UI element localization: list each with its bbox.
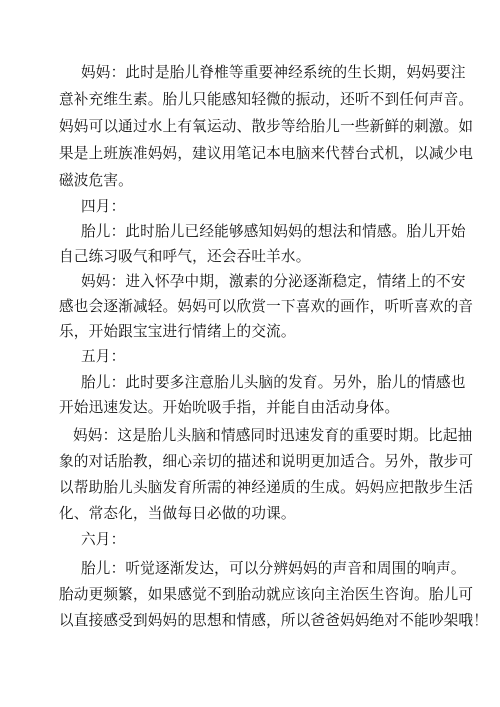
section-heading-june: 六月： (81, 531, 126, 548)
text-line: 胎动更频繁，如果感觉不到胎动就应该向主治医生咨询。胎儿可 (59, 586, 474, 603)
text-line: 化、常态化，当做每日必做的功课。 (59, 505, 296, 522)
text-line: 胎儿：听觉逐渐发达，可以分辨妈妈的声音和周围的响声。 (81, 560, 466, 577)
text-line: 胎儿：此时胎儿已经能够感知妈妈的想法和情感。胎儿开始 (81, 223, 466, 240)
text-line: 果是上班族准妈妈，建议用笔记本电脑来代替台式机，以减少电 (59, 145, 474, 162)
text-line: 自己练习吸气和呼气，还会吞吐羊水。 (59, 248, 311, 265)
text-line: 开始迅速发达。开始吮吸手指，并能自由活动身体。 (59, 399, 400, 416)
text-line: 象的对话胎教，细心亲切的描述和说明更加适合。另外，散步可 (59, 453, 474, 470)
text-line: 以帮助胎儿头脑发育所需的神经递质的生成。妈妈应把散步生活 (59, 479, 474, 496)
text-line: 磁波危害。 (59, 172, 133, 189)
text-line: 感也会逐渐减轻。妈妈可以欣赏一下喜欢的画作，听听喜欢的音 (59, 298, 474, 315)
text-line: 以直接感受到妈妈的思想和情感，所以爸爸妈妈绝对不能吵架哦！ (59, 612, 489, 629)
section-heading-april: 四月： (81, 198, 126, 215)
text-line: 妈妈：这是胎儿头脑和情感同时迅速发育的重要时期。比起抽 (73, 427, 473, 444)
text-line: 乐，开始跟宝宝进行情绪上的交流。 (59, 323, 296, 340)
text-line: 妈妈可以通过水上有氧运动、散步等给胎儿一些新鲜的刺激。如 (59, 118, 474, 135)
text-line: 妈妈：进入怀孕中期，激素的分泌逐渐稳定，情绪上的不安 (81, 273, 466, 290)
text-line: 胎儿：此时要多注意胎儿头脑的发育。另外，胎儿的情感也 (81, 374, 466, 391)
text-line: 意补充维生素。胎儿只能感知轻微的振动，还听不到任何声音。 (59, 91, 474, 108)
section-heading-may: 五月： (81, 348, 126, 365)
text-line: 妈妈：此时是胎儿脊椎等重要神经系统的生长期，妈妈要注 (81, 64, 466, 81)
